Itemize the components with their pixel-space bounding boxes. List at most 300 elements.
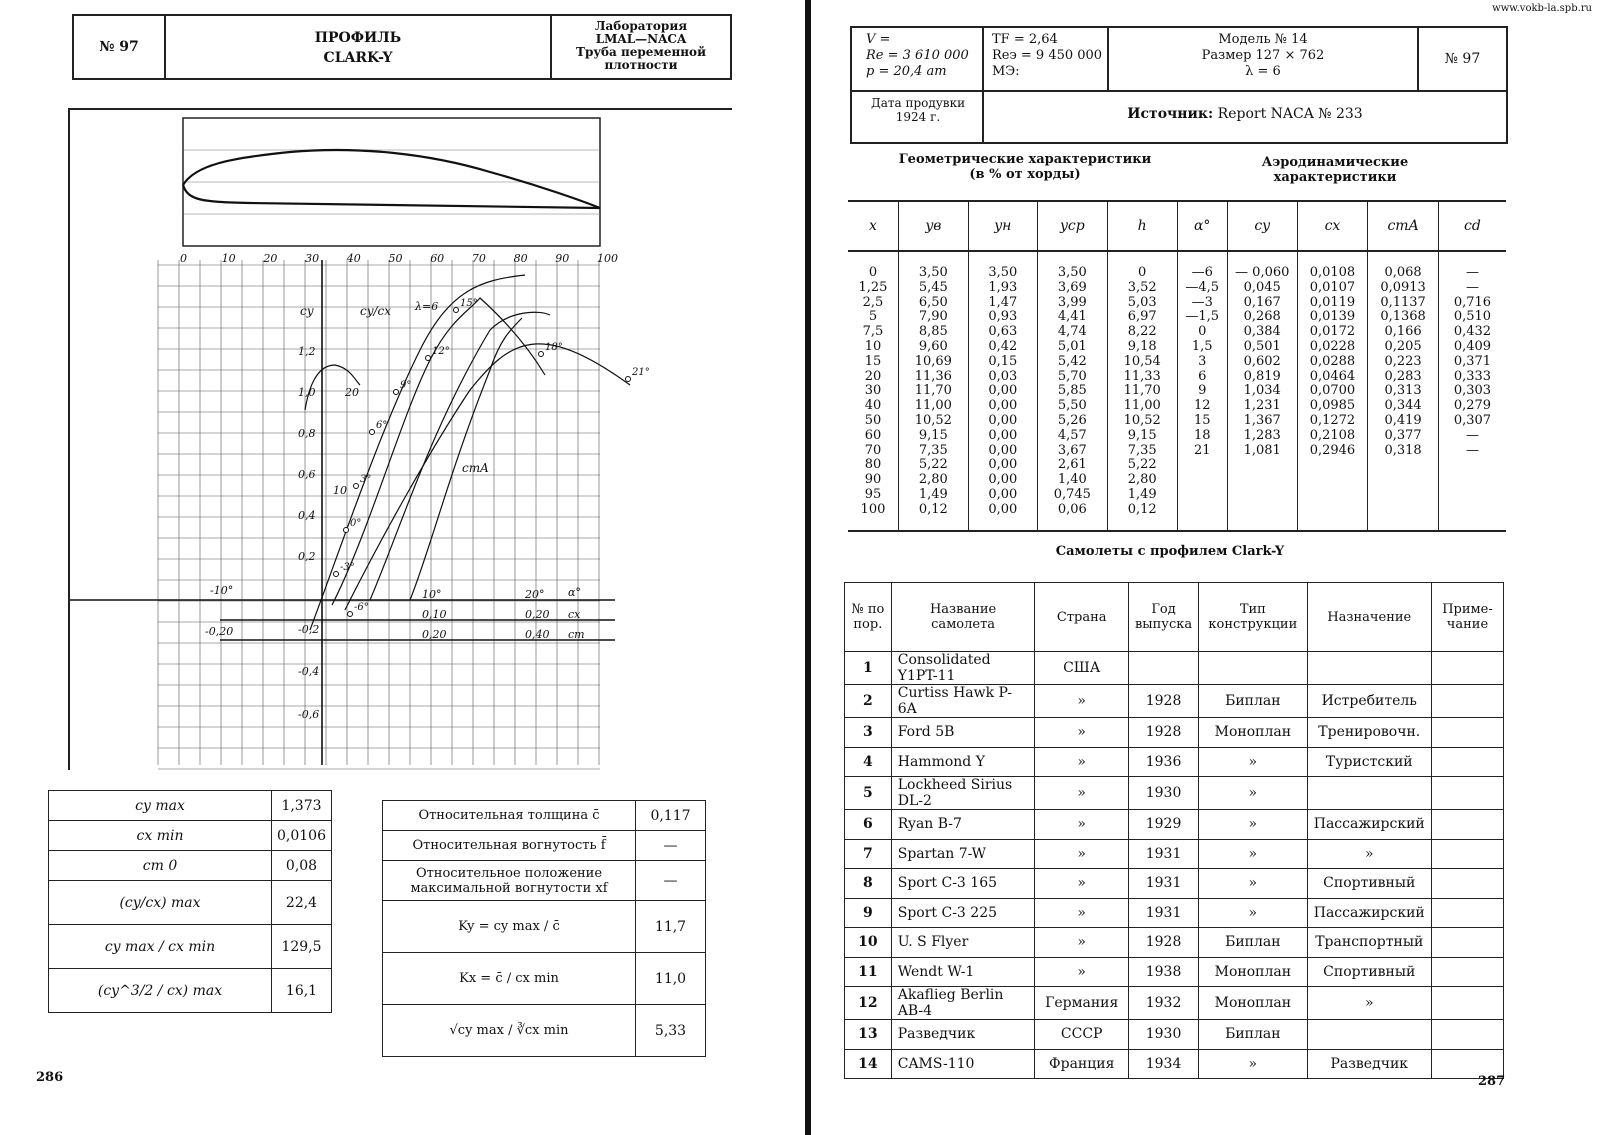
geo-cell: 0,0464 bbox=[1309, 368, 1356, 384]
table-cell: Пассажирский bbox=[1307, 810, 1431, 840]
alpha-point bbox=[394, 390, 399, 395]
table-cell: Ford 5B bbox=[891, 718, 1035, 748]
table-cell bbox=[1431, 928, 1503, 958]
summary-row bbox=[49, 821, 332, 851]
upper-surface bbox=[183, 150, 600, 208]
table-cell bbox=[1128, 652, 1198, 685]
geo-cell: 0,371 bbox=[1453, 353, 1492, 369]
planes-header: Назначение bbox=[1307, 583, 1431, 652]
geo-cell: 0,344 bbox=[1384, 398, 1422, 414]
geo-cell: 0,045 bbox=[1243, 279, 1281, 295]
geo-cell: 6,50 bbox=[918, 294, 948, 310]
geo-cell: 11,70 bbox=[914, 383, 952, 399]
geo-cell: 0,384 bbox=[1243, 324, 1281, 340]
geo-column bbox=[1297, 251, 1368, 531]
geo-cell: 0,377 bbox=[1384, 427, 1422, 443]
profile-tick: 30 bbox=[305, 252, 320, 265]
table-cell bbox=[1431, 987, 1503, 1020]
alpha-point bbox=[539, 352, 544, 357]
geo-cell: 0,0700 bbox=[1309, 383, 1356, 399]
geo-cell: 50 bbox=[864, 412, 882, 428]
geo-cell: — bbox=[1465, 442, 1479, 458]
geometry-row bbox=[383, 901, 706, 953]
geo-cell: 0,0288 bbox=[1309, 353, 1356, 369]
table-cell bbox=[1307, 777, 1431, 810]
cm-tick: 0,40 bbox=[525, 628, 550, 641]
geo-cell: 5,50 bbox=[1057, 398, 1087, 414]
geo-cell: 1,367 bbox=[1243, 412, 1281, 428]
cx-tick: 0,20 bbox=[525, 608, 550, 621]
geometry-label: Ky = cy max / c̄ bbox=[383, 901, 636, 953]
geo-column bbox=[898, 251, 968, 531]
cma-label: cmA bbox=[462, 461, 489, 475]
table-cell: США bbox=[1035, 652, 1129, 685]
geo-header: yср bbox=[1037, 201, 1107, 251]
geo-cell: 0,0119 bbox=[1309, 294, 1356, 310]
geo-cell: 60 bbox=[864, 427, 882, 443]
geo-cell: 11,00 bbox=[1123, 398, 1161, 414]
table-cell: Моноплан bbox=[1199, 957, 1307, 987]
table-cell: 13 bbox=[845, 1020, 892, 1050]
alpha-point-label: 0° bbox=[350, 518, 362, 529]
geo-cell: 90 bbox=[864, 472, 882, 488]
page-number-left: 286 bbox=[36, 1070, 64, 1085]
geometry-row bbox=[383, 801, 706, 831]
geo-cell: 1,231 bbox=[1243, 398, 1281, 414]
geo-cell: 0,00 bbox=[988, 472, 1018, 488]
geo-cell: 10 bbox=[864, 338, 882, 354]
y-tick: 0,6 bbox=[298, 468, 316, 481]
geo-column bbox=[1227, 251, 1297, 531]
geometry-value: 5,33 bbox=[636, 1005, 706, 1057]
table-cell: Биплан bbox=[1199, 928, 1307, 958]
geo-cell: —4,5 bbox=[1185, 279, 1220, 295]
geo-cell: 6,97 bbox=[1127, 309, 1157, 325]
geometry-value: 11,7 bbox=[636, 901, 706, 953]
table-cell bbox=[1431, 1020, 1503, 1050]
summary-value: 129,5 bbox=[272, 925, 332, 969]
geometry-value: — bbox=[636, 861, 706, 901]
geo-cell: 0 bbox=[1138, 265, 1147, 280]
geo-cell: 1,25 bbox=[858, 279, 888, 295]
table-cell: 1931 bbox=[1128, 898, 1198, 928]
table-cell: 3 bbox=[845, 718, 892, 748]
y-tick: 1,2 bbox=[298, 345, 316, 358]
cma-curve bbox=[345, 344, 630, 610]
table-cell: Биплан bbox=[1199, 685, 1307, 718]
y-tick: 0,2 bbox=[298, 550, 316, 563]
aero-title: Аэродинамические характеристики bbox=[1261, 155, 1409, 185]
geo-cell: 0 bbox=[1198, 324, 1207, 340]
table-cell: » bbox=[1035, 685, 1129, 718]
table-cell: Спортивный bbox=[1307, 957, 1431, 987]
geo-cell: 0,279 bbox=[1453, 398, 1492, 414]
geometry-label: Kx = c̄ / cx min bbox=[383, 953, 636, 1005]
table-cell: 14 bbox=[845, 1049, 892, 1079]
profile-number: № 97 bbox=[99, 39, 139, 55]
alpha-point-label: 9° bbox=[400, 380, 412, 391]
geo-cell: 0,0985 bbox=[1309, 398, 1356, 414]
geo-cell: 20 bbox=[864, 368, 882, 384]
table-cell: » bbox=[1035, 718, 1129, 748]
geo-cell: 8,85 bbox=[918, 324, 948, 340]
table-cell: » bbox=[1035, 869, 1129, 899]
geo-header: cx bbox=[1297, 201, 1368, 251]
geo-cell: 1,47 bbox=[988, 294, 1018, 310]
geo-cell: 0,00 bbox=[988, 383, 1018, 399]
geo-cell: 3,67 bbox=[1057, 442, 1087, 458]
table-cell bbox=[1307, 652, 1431, 685]
geo-cell: 0,501 bbox=[1243, 338, 1281, 354]
table-cell: 10 bbox=[845, 928, 892, 958]
planes-header: Страна bbox=[1035, 583, 1129, 652]
geometry-label: Относительная вогнутость f̄ bbox=[383, 831, 636, 861]
alpha-point-label: -6° bbox=[354, 602, 369, 613]
cx-unit: cx bbox=[568, 608, 581, 621]
geo-cell: 0,432 bbox=[1453, 324, 1492, 340]
geo-cell: 15 bbox=[1193, 412, 1211, 428]
table-cell: » bbox=[1199, 869, 1307, 899]
geo-cell: 30 bbox=[864, 383, 882, 399]
geo-cell: 1,93 bbox=[988, 279, 1018, 295]
alpha-point-label: 12° bbox=[432, 346, 450, 357]
geo-cell: 11,00 bbox=[914, 398, 952, 414]
table-row bbox=[845, 898, 1504, 928]
geo-cell: 0,268 bbox=[1243, 309, 1281, 325]
planes-header: Название самолета bbox=[891, 583, 1035, 652]
geo-cell: —1,5 bbox=[1185, 309, 1220, 325]
table-cell: Биплан bbox=[1199, 1020, 1307, 1050]
table-cell: Akaflieg Berlin AB-4 bbox=[891, 987, 1035, 1020]
table-cell: » bbox=[1035, 957, 1129, 987]
table-cell: Тренировочн. bbox=[1307, 718, 1431, 748]
test-date: Дата продувки 1924 г. bbox=[870, 96, 966, 124]
geometry-label: Относительная толщина c̄ bbox=[383, 801, 636, 831]
table-cell: 1932 bbox=[1128, 987, 1198, 1020]
table-cell bbox=[1431, 685, 1503, 718]
geo-cell: 5,01 bbox=[1057, 338, 1087, 354]
table-cell: 1934 bbox=[1128, 1049, 1198, 1079]
geometry-value: 11,0 bbox=[636, 953, 706, 1005]
geo-header: cd bbox=[1438, 201, 1506, 251]
model-info: Модель № 14 Размер 127 × 762 λ = 6 bbox=[1201, 32, 1325, 79]
table-cell: 1930 bbox=[1128, 1020, 1198, 1050]
table-row bbox=[845, 1049, 1504, 1079]
table-cell: Пассажирский bbox=[1307, 898, 1431, 928]
geo-cell: 0,0107 bbox=[1309, 279, 1356, 295]
geo-cell: 3,50 bbox=[1057, 265, 1087, 280]
alpha-point bbox=[426, 356, 431, 361]
summary-row bbox=[49, 881, 332, 925]
geo-column bbox=[1438, 251, 1506, 531]
summary-label: cy max bbox=[49, 791, 272, 821]
geo-cell: 11,36 bbox=[914, 368, 952, 384]
table-cell: Consolidated Y1PT-11 bbox=[891, 652, 1035, 685]
geo-cell: 40 bbox=[864, 398, 882, 414]
table-cell bbox=[1431, 957, 1503, 987]
geometry-value: 0,117 bbox=[636, 801, 706, 831]
cm-tick: 0,20 bbox=[422, 628, 447, 641]
alpha-point-label: 15° bbox=[460, 298, 478, 309]
table-cell: » bbox=[1035, 898, 1129, 928]
turbulence-params: TF = 2,64 Reэ = 9 450 000 МЭ: bbox=[992, 32, 1103, 79]
geo-cell: 0 bbox=[868, 265, 878, 280]
geo-cell: 1,5 bbox=[1191, 338, 1213, 354]
geo-cell: 95 bbox=[864, 486, 882, 502]
geo-cell: 5 bbox=[868, 309, 878, 325]
geometry-row bbox=[383, 831, 706, 861]
table-cell bbox=[1199, 652, 1307, 685]
geo-cell: 3 bbox=[1198, 353, 1207, 369]
profile-tick: 0 bbox=[180, 252, 187, 265]
geometry-label: √cy max / ∛cx min bbox=[383, 1005, 636, 1057]
geo-cell: 10,69 bbox=[914, 353, 952, 369]
geo-column bbox=[1107, 251, 1177, 531]
geo-cell: 15 bbox=[864, 353, 882, 369]
table-cell: Истребитель bbox=[1307, 685, 1431, 718]
table-cell: Туристский bbox=[1307, 747, 1431, 777]
table-cell: Франция bbox=[1035, 1049, 1129, 1079]
geo-cell: 12 bbox=[1193, 398, 1211, 414]
ratio-tick: 20 bbox=[345, 386, 359, 399]
geo-cell: 0,03 bbox=[988, 368, 1018, 384]
y-tick: -0,2 bbox=[298, 623, 320, 636]
table-row bbox=[845, 987, 1504, 1020]
table-cell bbox=[1431, 777, 1503, 810]
geo-cell: 3,69 bbox=[1057, 279, 1087, 295]
table-cell: 12 bbox=[845, 987, 892, 1020]
geo-header: cmA bbox=[1368, 201, 1439, 251]
geo-cell: 11,33 bbox=[1123, 368, 1161, 384]
table-cell: » bbox=[1035, 839, 1129, 869]
geo-cell: 1,40 bbox=[1057, 472, 1087, 488]
profile-tick: 40 bbox=[346, 252, 361, 265]
summary-row bbox=[49, 969, 332, 1013]
alpha-point-label: -3° bbox=[340, 562, 355, 573]
geometry-row bbox=[383, 1005, 706, 1057]
table-cell: » bbox=[1035, 777, 1129, 810]
geo-cell: 3,52 bbox=[1127, 279, 1157, 295]
geo-cell: 0,12 bbox=[1127, 501, 1157, 517]
summary-value: 22,4 bbox=[272, 881, 332, 925]
table-cell bbox=[1431, 898, 1503, 928]
summary-value: 0,08 bbox=[272, 851, 332, 881]
geo-cell: 0,313 bbox=[1384, 383, 1422, 399]
table-row bbox=[845, 685, 1504, 718]
geo-cell: 0,1272 bbox=[1309, 412, 1356, 428]
table-cell: » bbox=[1035, 747, 1129, 777]
planes-title: Самолеты с профилем Clark-Y bbox=[1055, 544, 1285, 559]
table-row bbox=[845, 777, 1504, 810]
geo-cell: 5,22 bbox=[918, 457, 948, 473]
geo-cell: 10,52 bbox=[914, 412, 952, 428]
geo-cell: 9 bbox=[1198, 383, 1207, 399]
geo-cell: 0,42 bbox=[988, 338, 1018, 354]
geo-cell: 0,819 bbox=[1243, 368, 1281, 384]
geo-cell: 5,03 bbox=[1127, 294, 1157, 310]
geo-cell: 0,00 bbox=[988, 501, 1018, 517]
summary-table bbox=[48, 790, 332, 1013]
geo-cell: 0,303 bbox=[1453, 383, 1492, 399]
geo-cell: 7,35 bbox=[918, 442, 948, 458]
geo-cell: 0,06 bbox=[1057, 501, 1087, 517]
profile-name: CLARK-Y bbox=[323, 50, 393, 66]
cm-neg-tick: -0,20 bbox=[205, 625, 234, 638]
table-cell: » bbox=[1199, 777, 1307, 810]
table-cell: 6 bbox=[845, 810, 892, 840]
table-cell: Моноплан bbox=[1199, 987, 1307, 1020]
table-cell bbox=[1431, 869, 1503, 899]
table-cell: Транспортный bbox=[1307, 928, 1431, 958]
cy-label: cy bbox=[300, 304, 314, 318]
geo-cell: —3 bbox=[1191, 294, 1213, 310]
table-cell: 1936 bbox=[1128, 747, 1198, 777]
geo-cell: 0,283 bbox=[1384, 368, 1422, 384]
geo-cell: 5,42 bbox=[1057, 353, 1087, 369]
table-cell: 1930 bbox=[1128, 777, 1198, 810]
table-cell: СССР bbox=[1035, 1020, 1129, 1050]
geo-header: yв bbox=[898, 201, 968, 251]
alpha-point bbox=[626, 377, 631, 382]
geo-cell: — 0,060 bbox=[1235, 265, 1290, 280]
lab-info: Лаборатория LMAL—NACA Труба переменной плотности bbox=[576, 19, 706, 72]
geo-cell: — bbox=[1465, 265, 1479, 280]
table-cell: » bbox=[1035, 810, 1129, 840]
geo-column bbox=[1368, 251, 1439, 531]
table-cell: Hammond Y bbox=[891, 747, 1035, 777]
table-cell: 7 bbox=[845, 839, 892, 869]
table-row bbox=[845, 810, 1504, 840]
geo-cell: 70 bbox=[864, 442, 882, 458]
table-cell bbox=[1431, 652, 1503, 685]
geo-cell: 0,0139 bbox=[1309, 309, 1356, 325]
y-tick: -0,6 bbox=[298, 708, 320, 721]
lambda-label: λ=6 bbox=[415, 300, 439, 313]
geo-cell: 0,0913 bbox=[1380, 279, 1426, 295]
table-row bbox=[845, 1020, 1504, 1050]
summary-label: (cy/cx) max bbox=[49, 881, 272, 925]
geo-cell: 0,63 bbox=[988, 324, 1018, 340]
cycx-curve bbox=[370, 312, 550, 600]
geo-header: yн bbox=[968, 201, 1037, 251]
geo-column bbox=[1177, 251, 1227, 531]
table-cell: Разведчик bbox=[1307, 1049, 1431, 1079]
geo-cell: 0,00 bbox=[988, 457, 1018, 473]
profile-tick: 70 bbox=[471, 252, 486, 265]
alpha-tick: 20° bbox=[525, 588, 545, 601]
geo-cell: 0,1137 bbox=[1380, 294, 1426, 310]
table-row bbox=[845, 718, 1504, 748]
geo-cell: 0,307 bbox=[1453, 412, 1492, 428]
geometry-row bbox=[383, 953, 706, 1005]
table-cell: Lockheed Sirius DL-2 bbox=[891, 777, 1035, 810]
profile-title: ПРОФИЛЬ bbox=[314, 30, 402, 46]
geo-cell: 1,283 bbox=[1243, 427, 1281, 443]
geo-cell: 1,081 bbox=[1243, 442, 1281, 458]
book-spine bbox=[805, 0, 811, 1135]
summary-row bbox=[49, 851, 332, 881]
geo-cell: 0,716 bbox=[1453, 294, 1492, 310]
geo-cell: —6 bbox=[1191, 265, 1213, 280]
table-cell bbox=[1431, 718, 1503, 748]
summary-value: 1,373 bbox=[272, 791, 332, 821]
left-header bbox=[72, 14, 732, 80]
table-cell: Wendt W-1 bbox=[891, 957, 1035, 987]
summary-row bbox=[49, 791, 332, 821]
table-cell: 1931 bbox=[1128, 839, 1198, 869]
geo-cell: 0,419 bbox=[1384, 412, 1422, 428]
geo-column bbox=[968, 251, 1037, 531]
profile-tick: 90 bbox=[555, 252, 570, 265]
summary-value: 0,0106 bbox=[272, 821, 332, 851]
geo-cell: 0,12 bbox=[918, 501, 948, 517]
table-cell: 1929 bbox=[1128, 810, 1198, 840]
table-row bbox=[845, 747, 1504, 777]
geo-cell: 9,60 bbox=[918, 338, 948, 354]
geo-cell: 9,18 bbox=[1127, 338, 1157, 354]
geo-cell: 2,80 bbox=[1127, 472, 1157, 488]
geo-cell: 0,00 bbox=[988, 412, 1018, 428]
geometry-table bbox=[382, 800, 706, 1057]
geo-cell: 7,5 bbox=[862, 324, 884, 340]
geo-cell: 0,166 bbox=[1384, 324, 1422, 340]
geo-cell: 0,2946 bbox=[1309, 442, 1356, 458]
table-row bbox=[845, 869, 1504, 899]
y-tick: 1,0 bbox=[298, 386, 316, 399]
geo-cell: 5,70 bbox=[1057, 368, 1087, 384]
table-cell: » bbox=[1307, 839, 1431, 869]
geo-cell: 0,223 bbox=[1384, 353, 1422, 369]
geometry-value: — bbox=[636, 831, 706, 861]
geo-header: α° bbox=[1177, 201, 1227, 251]
table-cell: U. S Flyer bbox=[891, 928, 1035, 958]
summary-value: 16,1 bbox=[272, 969, 332, 1013]
geo-cell: 7,35 bbox=[1127, 442, 1157, 458]
alpha-point-label: 6° bbox=[376, 420, 388, 431]
polar-chart bbox=[70, 110, 732, 770]
geo-cell: 5,22 bbox=[1127, 457, 1157, 473]
geo-cell: 1,49 bbox=[918, 486, 948, 502]
table-cell: Spartan 7-W bbox=[891, 839, 1035, 869]
alpha-tick: 10° bbox=[422, 588, 442, 601]
table-cell: 1928 bbox=[1128, 928, 1198, 958]
table-cell: » bbox=[1199, 1049, 1307, 1079]
planes-header: № по пор. bbox=[845, 583, 892, 652]
table-cell: 1928 bbox=[1128, 685, 1198, 718]
geo-cell: 0,15 bbox=[988, 353, 1018, 369]
summary-label: (cy^3/2 / cx) max bbox=[49, 969, 272, 1013]
geo-cell: 0,205 bbox=[1384, 338, 1422, 354]
table-cell bbox=[1431, 810, 1503, 840]
right-header bbox=[850, 26, 1508, 144]
table-cell: 1938 bbox=[1128, 957, 1198, 987]
table-cell: » bbox=[1035, 928, 1129, 958]
alpha-point-label: 21° bbox=[632, 367, 650, 378]
table-cell: Разведчик bbox=[891, 1020, 1035, 1050]
geo-column bbox=[848, 251, 898, 531]
geo-cell: 5,85 bbox=[1057, 383, 1087, 399]
geo-cell: 1,49 bbox=[1127, 486, 1157, 502]
geo-cell: 10,54 bbox=[1123, 353, 1161, 369]
table-cell: 11 bbox=[845, 957, 892, 987]
geo-cell: 21 bbox=[1193, 442, 1211, 458]
geo-cell: 3,50 bbox=[988, 265, 1018, 280]
profile-tick: 80 bbox=[513, 252, 528, 265]
geo-cell: 0,602 bbox=[1243, 353, 1281, 369]
geo-cell: 1,034 bbox=[1243, 383, 1281, 399]
geo-cell: 7,90 bbox=[918, 309, 948, 325]
geo-header: x bbox=[848, 201, 898, 251]
